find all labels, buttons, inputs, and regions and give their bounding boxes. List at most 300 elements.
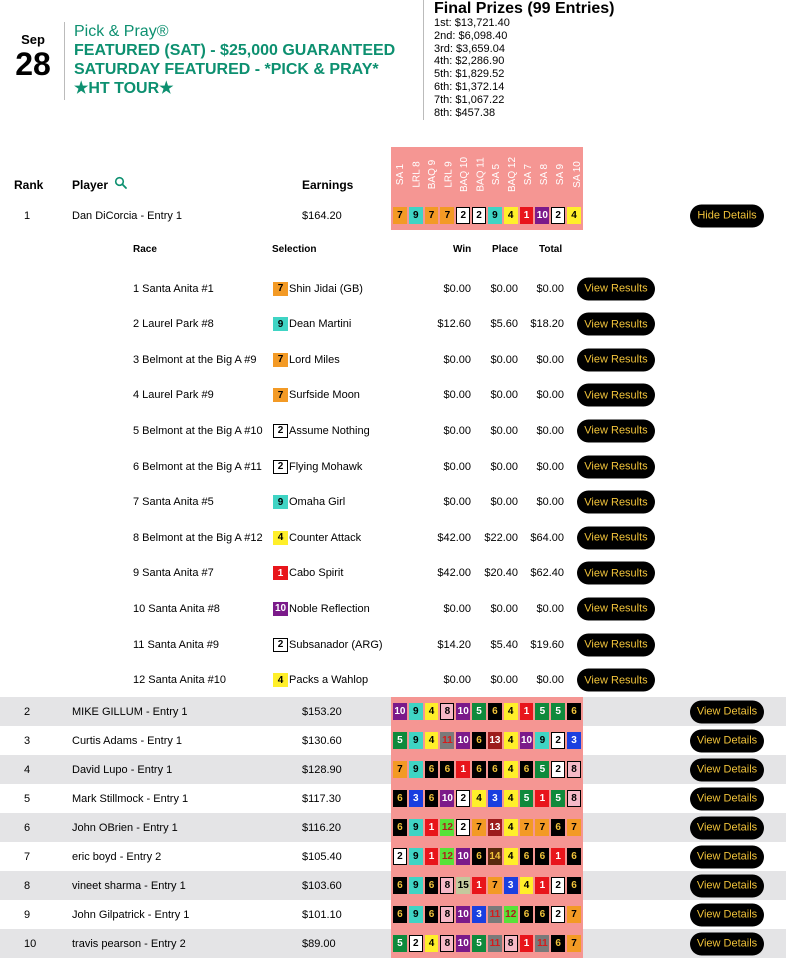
hide-details-button[interactable]: Hide Details	[690, 204, 764, 227]
player-name: Mark Stillmock - Entry 1	[72, 792, 189, 805]
saddle-cloth-2: 2	[409, 935, 423, 952]
detail-race: 4 Laurel Park #9	[133, 389, 214, 402]
player-earnings: $116.20	[302, 821, 341, 834]
pick-strip	[391, 726, 583, 755]
saddle-cloth-6: 6	[488, 703, 502, 720]
player-earnings: $128.90	[302, 763, 342, 776]
view-results-button[interactable]: View Results	[577, 384, 655, 407]
saddle-cloth-13: 13	[488, 732, 502, 749]
race-label-text: BAQ 11	[475, 156, 487, 192]
saddle-cloth-5: 5	[520, 790, 534, 807]
saddle-cloth-7: 7	[440, 207, 454, 224]
player-name: David Lupo - Entry 1	[72, 763, 173, 776]
race-column-headers	[391, 147, 583, 202]
saddle-cloth-6: 6	[551, 819, 565, 836]
saddle-cloth-7: 7	[535, 819, 549, 836]
pick-strip	[391, 871, 583, 900]
saddle-cloth-4: 4	[504, 703, 518, 720]
saddle-cloth-6: 6	[393, 819, 407, 836]
player-rank: 8	[24, 879, 31, 892]
saddle-cloth-4: 4	[472, 790, 486, 807]
view-results-button[interactable]: View Results	[577, 455, 655, 478]
saddle-cloth-1: 1	[273, 566, 288, 580]
view-details-button[interactable]: View Details	[690, 816, 764, 839]
detail-place: $5.40	[490, 638, 518, 651]
player-earnings: $101.10	[302, 908, 342, 921]
saddle-cloth-8: 8	[567, 790, 581, 807]
saddle-cloth-11: 11	[440, 732, 454, 749]
race-label	[537, 149, 553, 199]
saddle-cloth-5: 5	[535, 761, 549, 778]
race-label-text: SA 7	[523, 163, 535, 185]
race-label	[457, 149, 473, 199]
detail-place: $0.00	[490, 602, 518, 615]
saddle-cloth-10: 10	[440, 790, 454, 807]
saddle-cloth-7: 7	[567, 819, 581, 836]
view-results-button[interactable]: View Results	[577, 277, 655, 300]
player-row	[0, 201, 786, 230]
detail-win: $0.00	[443, 674, 471, 687]
prizes-title: Final Prizes (99 Entries)	[434, 0, 615, 17]
saddle-cloth-8: 8	[504, 935, 518, 952]
saddle-cloth-13: 13	[488, 819, 502, 836]
race-label	[393, 149, 409, 199]
saddle-cloth-9: 9	[273, 495, 288, 509]
detail-total: $0.00	[536, 424, 564, 437]
detail-race: 10 Santa Anita #8	[133, 602, 220, 615]
player-rank: 2	[24, 705, 31, 718]
race-label-text: SA 1	[395, 163, 407, 185]
saddle-cloth-2: 2	[273, 638, 288, 652]
player-row	[0, 755, 786, 784]
event-subtitle: SATURDAY FEATURED - *PICK & PRAY*	[74, 61, 379, 78]
saddle-cloth-8: 8	[440, 935, 454, 952]
prize-line: 8th: $457.38	[434, 106, 496, 119]
race-label-text: LRL 9	[443, 160, 455, 188]
saddle-cloth-10: 10	[520, 732, 534, 749]
saddle-cloth-2: 2	[456, 819, 470, 836]
player-rank: 3	[24, 734, 31, 747]
prize-line: 7th: $1,067.22	[434, 93, 505, 106]
saddle-cloth-6: 6	[425, 906, 439, 923]
detail-win: $0.00	[443, 389, 471, 402]
saddle-cloth-9: 9	[409, 703, 423, 720]
detail-win: $12.60	[437, 318, 471, 331]
saddle-cloth-10: 10	[393, 703, 407, 720]
saddle-cloth-7: 7	[393, 761, 407, 778]
view-results-button[interactable]: View Results	[577, 419, 655, 442]
player-earnings: $117.30	[302, 792, 341, 805]
detail-win-header: Win	[453, 244, 472, 255]
saddle-cloth-9: 9	[409, 906, 423, 923]
saddle-cloth-2: 2	[393, 848, 407, 865]
saddle-cloth-6: 6	[440, 761, 454, 778]
detail-selection-header: Selection	[272, 244, 317, 255]
detail-win: $42.00	[437, 567, 471, 580]
pick-strip	[391, 842, 583, 871]
saddle-cloth-9: 9	[535, 732, 549, 749]
player-rank: 5	[24, 792, 31, 805]
race-label-text: SA 9	[555, 163, 567, 185]
detail-row	[0, 307, 786, 342]
player-earnings: $105.40	[302, 850, 342, 863]
saddle-cloth-9: 9	[409, 848, 423, 865]
detail-selection	[273, 460, 362, 474]
saddle-cloth-1: 1	[535, 877, 549, 894]
detail-race: 1 Santa Anita #1	[133, 282, 214, 295]
player-name: vineet sharma - Entry 1	[72, 879, 186, 892]
saddle-cloth-9: 9	[409, 732, 423, 749]
detail-selection	[273, 566, 343, 580]
saddle-cloth-6: 6	[535, 906, 549, 923]
saddle-cloth-9: 9	[409, 207, 423, 224]
detail-row	[0, 520, 786, 555]
saddle-cloth-7: 7	[567, 906, 581, 923]
horse-name: Assume Nothing	[289, 424, 370, 437]
detail-race: 11 Santa Anita #9	[133, 638, 220, 651]
saddle-cloth-5: 5	[535, 703, 549, 720]
detail-race: 7 Santa Anita #5	[133, 496, 214, 509]
detail-row	[0, 627, 786, 662]
search-icon[interactable]	[114, 176, 128, 190]
detail-win: $0.00	[443, 282, 471, 295]
saddle-cloth-6: 6	[472, 732, 486, 749]
saddle-cloth-11: 11	[488, 935, 502, 952]
saddle-cloth-6: 6	[520, 906, 534, 923]
saddle-cloth-9: 9	[409, 819, 423, 836]
saddle-cloth-6: 6	[425, 790, 439, 807]
saddle-cloth-6: 6	[425, 877, 439, 894]
horse-name: Subsanador (ARG)	[289, 638, 383, 651]
detail-selection	[273, 353, 340, 367]
race-label	[569, 149, 585, 199]
saddle-cloth-3: 3	[567, 732, 581, 749]
saddle-cloth-2: 2	[551, 207, 565, 224]
saddle-cloth-14: 14	[488, 848, 502, 865]
header-divider	[64, 22, 65, 100]
event-tour: ★HT TOUR★	[74, 80, 174, 97]
saddle-cloth-3: 3	[504, 877, 518, 894]
saddle-cloth-7: 7	[393, 207, 407, 224]
saddle-cloth-6: 6	[488, 761, 502, 778]
player-row	[0, 929, 786, 958]
player-row	[0, 871, 786, 900]
view-results-button[interactable]: View Results	[577, 562, 655, 585]
saddle-cloth-15: 15	[456, 877, 470, 894]
detail-row	[0, 342, 786, 377]
event-date	[8, 32, 58, 81]
saddle-cloth-5: 5	[472, 703, 486, 720]
saddle-cloth-5: 5	[551, 703, 565, 720]
saddle-cloth-2: 2	[551, 761, 565, 778]
saddle-cloth-2: 2	[551, 906, 565, 923]
saddle-cloth-2: 2	[273, 460, 288, 474]
horse-name: Noble Reflection	[289, 602, 370, 615]
pick-strip	[391, 813, 583, 842]
detail-total: $18.20	[530, 318, 564, 331]
race-label-text: LRL 8	[411, 160, 423, 188]
event-brand: Pick & Pray®	[74, 23, 169, 40]
saddle-cloth-2: 2	[273, 424, 288, 438]
race-label-text: SA 5	[491, 163, 503, 185]
player-earnings: $130.60	[302, 734, 342, 747]
detail-race-header: Race	[133, 244, 157, 255]
horse-name: Surfside Moon	[289, 389, 360, 402]
player-name: eric boyd - Entry 2	[72, 850, 162, 863]
view-details-button[interactable]: View Details	[690, 903, 764, 926]
saddle-cloth-11: 11	[535, 935, 549, 952]
saddle-cloth-4: 4	[504, 790, 518, 807]
detail-total: $0.00	[536, 282, 564, 295]
player-rank: 10	[24, 937, 37, 950]
view-details-button[interactable]: View Details	[690, 845, 764, 868]
view-details-button[interactable]: View Details	[690, 932, 764, 955]
detail-win: $14.20	[437, 638, 471, 651]
saddle-cloth-4: 4	[425, 732, 439, 749]
saddle-cloth-8: 8	[567, 761, 581, 778]
saddle-cloth-1: 1	[472, 877, 486, 894]
saddle-cloth-3: 3	[472, 906, 486, 923]
player-header: Player	[72, 178, 109, 192]
detail-win: $0.00	[443, 424, 471, 437]
detail-place: $20.40	[484, 567, 518, 580]
detail-selection	[273, 388, 360, 402]
detail-total: $0.00	[536, 389, 564, 402]
player-name: travis pearson - Entry 2	[72, 937, 186, 950]
detail-selection	[273, 602, 370, 616]
detail-place: $5.60	[490, 318, 518, 331]
prize-line: 1st: $13,721.40	[434, 17, 510, 29]
detail-total: $19.60	[530, 638, 564, 651]
saddle-cloth-5: 5	[551, 790, 565, 807]
detail-selection	[273, 424, 370, 438]
saddle-cloth-4: 4	[504, 761, 518, 778]
prize-line: 5th: $1,829.52	[434, 68, 505, 81]
player-row	[0, 697, 786, 726]
player-name: Dan DiCorcia - Entry 1	[72, 209, 183, 222]
saddle-cloth-10: 10	[535, 207, 549, 224]
race-label-text: SA 8	[539, 163, 551, 185]
saddle-cloth-4: 4	[504, 207, 518, 224]
saddle-cloth-9: 9	[409, 761, 423, 778]
saddle-cloth-10: 10	[456, 848, 470, 865]
saddle-cloth-1: 1	[520, 935, 534, 952]
player-row	[0, 900, 786, 929]
race-label	[473, 149, 489, 199]
saddle-cloth-4: 4	[504, 732, 518, 749]
saddle-cloth-5: 5	[472, 935, 486, 952]
player-rank: 9	[24, 908, 31, 921]
horse-name: Shin Jidai (GB)	[289, 282, 363, 295]
saddle-cloth-7: 7	[567, 935, 581, 952]
saddle-cloth-1: 1	[425, 848, 439, 865]
player-earnings: $103.60	[302, 879, 342, 892]
saddle-cloth-8: 8	[440, 877, 454, 894]
pick-strip	[391, 697, 583, 726]
view-results-button[interactable]: View Results	[577, 633, 655, 656]
horse-name: Packs a Wahlop	[289, 674, 369, 687]
race-label	[489, 149, 505, 199]
race-label	[505, 149, 521, 199]
detail-total: $0.00	[536, 674, 564, 687]
prize-divider	[423, 0, 424, 120]
view-details-button[interactable]: View Details	[690, 787, 764, 810]
prize-line: 3rd: $3,659.04	[434, 42, 505, 55]
pick-strip	[391, 900, 583, 929]
saddle-cloth-6: 6	[393, 790, 407, 807]
saddle-cloth-6: 6	[472, 761, 486, 778]
detail-race: 9 Santa Anita #7	[133, 567, 214, 580]
saddle-cloth-6: 6	[567, 877, 581, 894]
race-label	[521, 149, 537, 199]
view-details-button[interactable]: View Details	[690, 700, 764, 723]
saddle-cloth-7: 7	[273, 282, 288, 296]
detail-total: $0.00	[536, 602, 564, 615]
race-label	[409, 149, 425, 199]
saddle-cloth-6: 6	[551, 935, 565, 952]
player-row	[0, 784, 786, 813]
saddle-cloth-4: 4	[273, 673, 288, 687]
detail-place: $0.00	[490, 389, 518, 402]
pick-strip	[391, 201, 583, 230]
prize-line: 4th: $2,286.90	[434, 55, 505, 68]
detail-race: 2 Laurel Park #8	[133, 318, 214, 331]
player-earnings: $89.00	[302, 937, 336, 950]
pick-strip	[391, 784, 583, 813]
player-name: John OBrien - Entry 1	[72, 821, 178, 834]
saddle-cloth-12: 12	[440, 819, 454, 836]
saddle-cloth-10: 10	[456, 935, 470, 952]
saddle-cloth-6: 6	[535, 848, 549, 865]
view-results-button[interactable]: View Results	[577, 597, 655, 620]
view-results-button[interactable]: View Results	[577, 313, 655, 336]
detail-selection	[273, 317, 351, 331]
player-rank: 7	[24, 850, 31, 863]
saddle-cloth-4: 4	[273, 531, 288, 545]
detail-row	[0, 663, 786, 698]
player-earnings: $153.20	[302, 705, 342, 718]
player-row	[0, 726, 786, 755]
player-rank: 1	[24, 209, 31, 222]
race-label-text: SA 10	[571, 160, 583, 188]
detail-place: $22.00	[484, 531, 518, 544]
view-details-button[interactable]: View Details	[690, 729, 764, 752]
race-label-text: BAQ 10	[459, 156, 471, 192]
saddle-cloth-4: 4	[520, 877, 534, 894]
detail-total: $0.00	[536, 460, 564, 473]
detail-row	[0, 378, 786, 413]
player-row	[0, 813, 786, 842]
saddle-cloth-1: 1	[456, 761, 470, 778]
saddle-cloth-2: 2	[472, 207, 486, 224]
saddle-cloth-7: 7	[472, 819, 486, 836]
detail-win: $0.00	[443, 496, 471, 509]
player-earnings: $164.20	[302, 209, 342, 222]
saddle-cloth-4: 4	[567, 207, 581, 224]
detail-total: $64.00	[530, 531, 564, 544]
view-details-button[interactable]: View Details	[690, 758, 764, 781]
saddle-cloth-1: 1	[520, 207, 534, 224]
saddle-cloth-7: 7	[488, 877, 502, 894]
saddle-cloth-8: 8	[440, 703, 454, 720]
detail-selection	[273, 638, 383, 652]
saddle-cloth-4: 4	[504, 848, 518, 865]
detail-place: $0.00	[490, 353, 518, 366]
saddle-cloth-4: 4	[425, 703, 439, 720]
event-title	[74, 22, 419, 98]
saddle-cloth-9: 9	[409, 877, 423, 894]
horse-name: Omaha Girl	[289, 496, 346, 509]
rank-header: Rank	[14, 178, 44, 192]
saddle-cloth-6: 6	[567, 848, 581, 865]
saddle-cloth-2: 2	[551, 732, 565, 749]
view-results-button[interactable]: View Results	[577, 348, 655, 371]
detail-race: 12 Santa Anita #10	[133, 674, 226, 687]
detail-place: $0.00	[490, 674, 518, 687]
view-results-button[interactable]: View Results	[577, 526, 655, 549]
saddle-cloth-7: 7	[273, 388, 288, 402]
saddle-cloth-2: 2	[456, 790, 470, 807]
detail-row	[0, 485, 786, 520]
view-results-button[interactable]: View Results	[577, 491, 655, 514]
prize-line: 2nd: $6,098.40	[434, 29, 508, 42]
detail-selection	[273, 531, 361, 545]
detail-selection	[273, 673, 368, 687]
detail-place-header: Place	[492, 244, 519, 255]
race-label	[425, 149, 441, 199]
saddle-cloth-1: 1	[425, 819, 439, 836]
saddle-cloth-4: 4	[504, 819, 518, 836]
detail-win: $0.00	[443, 353, 471, 366]
detail-row	[0, 413, 786, 448]
saddle-cloth-12: 12	[504, 906, 518, 923]
saddle-cloth-7: 7	[425, 207, 439, 224]
detail-total: $62.40	[530, 567, 564, 580]
earnings-header: Earnings	[302, 178, 354, 192]
saddle-cloth-6: 6	[425, 761, 439, 778]
saddle-cloth-5: 5	[393, 935, 407, 952]
saddle-cloth-12: 12	[440, 848, 454, 865]
saddle-cloth-10: 10	[456, 732, 470, 749]
prize-line: 6th: $1,372.14	[434, 80, 505, 93]
saddle-cloth-2: 2	[456, 207, 470, 224]
player-rank: 4	[24, 763, 31, 776]
saddle-cloth-6: 6	[393, 906, 407, 923]
detail-race: 6 Belmont at the Big A #11	[133, 460, 262, 473]
saddle-cloth-6: 6	[472, 848, 486, 865]
player-name: Curtis Adams - Entry 1	[72, 734, 183, 747]
saddle-cloth-6: 6	[520, 848, 534, 865]
horse-name: Counter Attack	[289, 531, 362, 544]
detail-win: $0.00	[443, 460, 471, 473]
saddle-cloth-5: 5	[393, 732, 407, 749]
event-month: Sep	[21, 32, 45, 47]
horse-name: Lord Miles	[289, 353, 340, 366]
saddle-cloth-6: 6	[520, 761, 534, 778]
detail-selection	[273, 495, 345, 509]
event-name: FEATURED (SAT) - $25,000 GUARANTEED	[74, 42, 396, 59]
race-label-text: BAQ 9	[427, 159, 439, 189]
view-details-button[interactable]: View Details	[690, 874, 764, 897]
pick-strip	[391, 755, 583, 784]
pick-strip	[391, 929, 583, 958]
race-label-text: BAQ 12	[507, 156, 519, 192]
detail-row	[0, 591, 786, 626]
player-rank: 6	[24, 821, 31, 834]
prize-list	[434, 17, 654, 119]
detail-win: $0.00	[443, 602, 471, 615]
view-results-button[interactable]: View Results	[577, 669, 655, 692]
